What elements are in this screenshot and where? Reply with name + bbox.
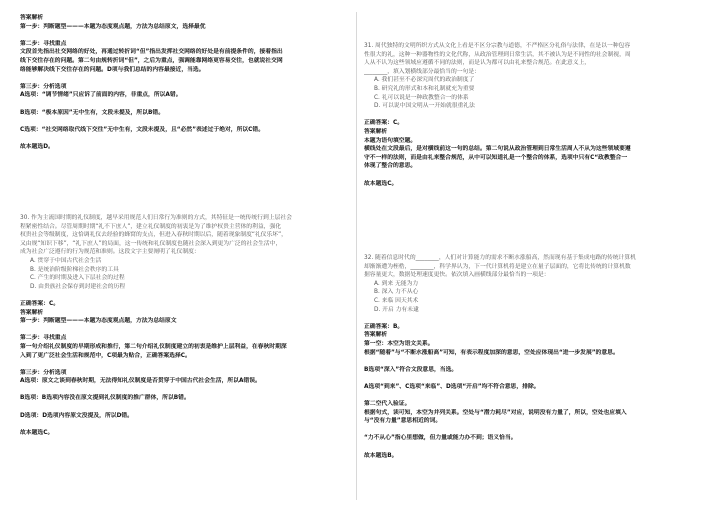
text-line: B选项“深入”符合文段意思，当选。 bbox=[364, 366, 458, 373]
text-line bbox=[20, 360, 356, 369]
text-line: 故本题选D。 bbox=[20, 143, 54, 150]
text-line bbox=[20, 134, 356, 143]
text-line bbox=[364, 314, 700, 323]
text-line: 第二步：寻找重点 bbox=[20, 40, 67, 47]
text-line: 第三步：分析选项 bbox=[20, 83, 67, 90]
column-divider bbox=[356, 12, 357, 500]
question-32-block bbox=[364, 254, 700, 460]
text-line: 答案解析 bbox=[364, 332, 388, 339]
text-line bbox=[364, 426, 700, 435]
text-line: 30. 作为主流国时期的礼仪制度，越早采用规范人们日常行为准则的方式，其特征是一统传统行到上层社会 bbox=[20, 215, 292, 221]
text-line: B. 深入 力不从心 bbox=[374, 289, 419, 296]
text-line: 答案解析 bbox=[20, 309, 44, 316]
text-line: 答案解析 bbox=[20, 15, 44, 21]
text-line: 第一空：本空为语文关系。 bbox=[364, 340, 434, 347]
text-line: 第三步：分析选项 bbox=[20, 369, 67, 376]
text-line: “力不从心”指心里想做，但力量或能力办不到；语义恰当。 bbox=[364, 435, 517, 442]
text-line: 答案解析 bbox=[364, 128, 388, 135]
text-line: 程紧密性结合。尽管周期时期“礼不下庶人”，建立礼仪制度的初衷是为了维护权贵主营体的利益，强化 bbox=[20, 223, 282, 230]
text-line: 正确答案：C。 bbox=[364, 120, 404, 127]
text-line bbox=[20, 31, 356, 40]
text-line: 第二步：寻找重点 bbox=[20, 335, 67, 342]
text-line: D. 开启 力有未逮 bbox=[374, 306, 419, 313]
text-line: 32. 随着信息时代的________，人们对计算能力的需求不断水涨船高，然而现有基于集成电路的传统计算机 bbox=[364, 255, 636, 261]
text-line: 络能够解决线下交往存在的问题。D项与我们总结的内容最接近，当选。 bbox=[20, 66, 205, 73]
text-line: 成为社会广泛遵行的行为规范和准则。这段文字主要阐明了礼仪制度： bbox=[20, 249, 200, 256]
text-line: A. 我们甚至不必深究周代的政治制度了 bbox=[374, 77, 475, 84]
text-line: A选项：原文之谈到春秋时期，无法得知礼仪制度是否贯穿于中国古代社会生活，所以A错误。 bbox=[20, 378, 261, 385]
text-line: 又由规“知识下移”，“礼下庶人”的局面，这一传统和礼仪制度也随社会深入到更为广泛的社会生活中， bbox=[20, 240, 282, 247]
answer-analysis-q29-block bbox=[20, 14, 356, 152]
text-line: D. 可以说中国文明从一开始就很重礼法 bbox=[374, 103, 475, 110]
text-line: 31. 周代独特的文明所织方式从文化上看是不区分宗教与道德，不严格区分礼俗与法律，在是以一种包容 bbox=[364, 43, 631, 49]
text-line bbox=[364, 374, 700, 383]
text-line bbox=[20, 403, 356, 412]
text-line bbox=[20, 326, 356, 335]
text-line: 正确答案：B。 bbox=[364, 323, 404, 330]
text-line: A选项：“调节情绪”只应诉了前面的内容，非重点，所以A错。 bbox=[20, 92, 182, 99]
text-line: 第一句介绍礼仪制度的早期形成和推行，第二句介绍礼仪制度建立的初衷是维护上层利益，在春秋时期深 bbox=[20, 343, 287, 350]
text-line bbox=[364, 443, 700, 452]
text-line bbox=[20, 100, 356, 109]
text-line: 第二空代入验证。 bbox=[364, 401, 411, 408]
text-line: 本题为语句填空题。 bbox=[364, 137, 417, 144]
text-line: 体现了整合的意思。 bbox=[364, 163, 417, 170]
text-line bbox=[20, 420, 356, 429]
text-line: 根据句式，读可知，本空为并列关系。空处与“潜力耗尽”对应，说明没有力量了，所以，空处也应填入 bbox=[364, 409, 627, 416]
text-line: 故本题选C。 bbox=[20, 429, 54, 436]
text-line: 守不一样的法则，而是由礼来整合规范，从中可以知道礼是一个整合的体系，选项中只有C“政教整合一 bbox=[364, 154, 628, 161]
text-line: D选项：D选项内容原文没提及，所以D错。 bbox=[20, 412, 133, 419]
text-line: C. 产生的时期及进入下层社会的过程 bbox=[30, 275, 125, 282]
text-line: 权贵社会等级制度，这恰调礼仪去经验的蜂窝的支点，但进入春秋时期以后，随着现象制度“礼仪乐坏”， bbox=[20, 232, 287, 239]
text-line: 文段首先指出社交网络的好处，再通过转折词“但”指出发挥社交网络的好处是有前提条件的，接着指出 bbox=[20, 49, 283, 56]
text-line: B选项：B选项内容没在原文提到礼仪制度的推广群体，所以B错。 bbox=[20, 395, 190, 402]
text-line: 故本题选C。 bbox=[364, 180, 398, 187]
text-line: D. 由贵族社会保存到封建社会的历程 bbox=[30, 283, 126, 290]
text-line bbox=[20, 74, 356, 83]
text-line: A. 贯穿于中国古代社会生活 bbox=[30, 257, 102, 264]
text-line bbox=[20, 291, 356, 300]
text-line: 人从不认为这些领域应遵循不同的法则，而是认为都可以由礼来整合规范。在此意义上， bbox=[364, 60, 591, 67]
text-line: 入到了更广泛社会生活和规范中，C项最为贴合，正确答案选择C。 bbox=[20, 352, 191, 359]
text-line: A. 到来 无能为力 bbox=[374, 280, 419, 287]
text-line: 第一步：判断题型———本题为态度观点题，方法为总结原文 bbox=[20, 318, 177, 325]
question-30-block bbox=[20, 214, 356, 437]
text-line bbox=[364, 111, 700, 120]
text-line: ________，填入划横线部分最恰当的一句是： bbox=[364, 68, 480, 75]
text-line: 却渐渐遭为桎梏，________，科学界认为，下一代计算机将是建立在量子层面的，它将比传统的计算机数 bbox=[364, 263, 631, 270]
text-line: B. 是统治阶级阶梯社会秩序的工具 bbox=[30, 266, 119, 273]
text-line bbox=[364, 357, 700, 366]
text-line: 第一步：判断题型———本题为态度观点题，方法为总结原文，选择最优 bbox=[20, 23, 206, 30]
text-line: B. 研究礼的形式和本和礼制就充为重要 bbox=[374, 85, 475, 92]
text-line: 横线处在文段最后，是对横线前这一句的总结。第二句说从政治管理到日常生活周人不从为这些领域要遵 bbox=[364, 146, 631, 153]
text-line bbox=[20, 386, 356, 395]
text-line: 与“没有力量”意思相近的词。 bbox=[364, 418, 442, 425]
text-line: 性很大的礼，这种一种器物性的文化代称，从政治管理到日常生活，其不被认为是不同性的社会制视，周 bbox=[364, 51, 631, 58]
text-line: 据容量更大，数据处理速度更快。依次填入画横线部分最恰当的一项是： bbox=[364, 272, 550, 279]
text-line: C选项：“社交网络取代线下交往”无中生有，文段未提及，且“必然”表述过于绝对，所以C错。 bbox=[20, 126, 265, 133]
text-line: 故本题选B。 bbox=[364, 452, 398, 459]
question-31-block bbox=[364, 42, 700, 188]
text-line: C. 礼可以说是一种政教整合一的体系 bbox=[374, 94, 469, 101]
text-line: 正确答案：C。 bbox=[20, 300, 60, 307]
text-line: 线下交往存在的问题。第二句由规转折词“但”，之后为重点，强调能靠网络更容易交往，也就说社交网 bbox=[20, 57, 283, 64]
text-line bbox=[20, 117, 356, 126]
text-line bbox=[364, 392, 700, 401]
text-line: C. 来临 因天其术 bbox=[374, 297, 419, 304]
text-line: A选项“到来”、C选项“来临”、D选项“开启”均不符合意思，排除。 bbox=[364, 383, 540, 390]
text-line bbox=[364, 171, 700, 180]
text-line: B选项：“极本原因”无中生有，文段未提及，所以B错。 bbox=[20, 109, 164, 116]
text-line: 根据“随着”与“不断水涨船高”可知，有表示程度加深的意思，空处应体现出“进一步发展”的意思。 bbox=[364, 349, 619, 356]
